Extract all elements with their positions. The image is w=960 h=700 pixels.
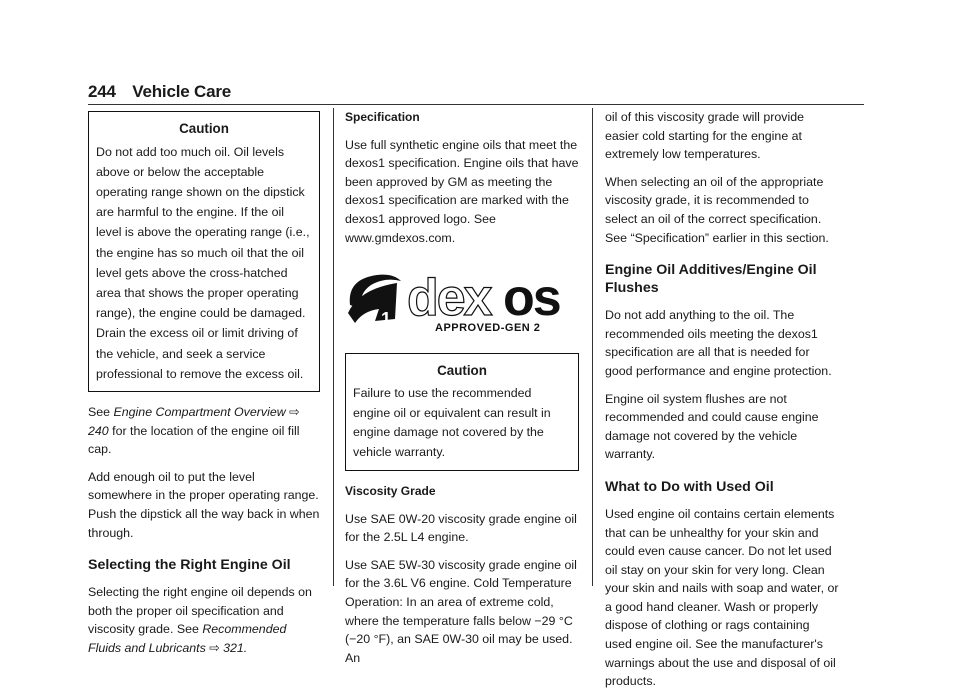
column-2 [345, 108, 579, 676]
cross-reference-page[interactable]: 240 [88, 423, 109, 438]
page-reference-icon: ⇨ [209, 640, 220, 655]
cross-reference-link[interactable]: Recommended Fluids and Lubricants [88, 622, 287, 655]
column-divider [333, 108, 334, 586]
add-oil-paragraph: Add enough oil to put the level somewhere in the proper operating range. Push the dipstick all the way back in when through. [88, 469, 320, 540]
logo-number-text: 1 [381, 309, 392, 330]
caution-body: Do not add too much oil. Oil levels above or below the acceptable operating range shown on the dipstick are harmful to the engine. If the oil level is above the operating range (i.e., the engine has so much oil that the oil level gets above the cross-hatched area that shows the proper operating range), the engine could be damaged. Drain the excess oil or limit driving of the vehicle, and seek a service professional to remove the excess oil. [96, 144, 310, 381]
caution-box [88, 111, 320, 392]
section-heading: Engine Oil Additives/Engine Oil Flushes [605, 262, 817, 297]
caution-title: Caution [179, 121, 229, 136]
section-title: Vehicle Care [132, 82, 232, 101]
subheading: Specification [345, 110, 420, 124]
dexos-logo [345, 269, 579, 333]
spec-paragraph: Use full synthetic engine oils that meet the dexos1 specification. Engine oils that have been approved by GM as meeting the dexos1 specification are marked with the dexos1 approved logo. See www.gmdexos.com. [345, 137, 579, 245]
column-divider [592, 108, 593, 586]
cross-reference-link[interactable]: Engine Compartment Overview [113, 405, 286, 420]
subheading: Viscosity Grade [345, 483, 436, 498]
column-3 [605, 108, 839, 700]
page-header [88, 82, 231, 102]
selecting-text: Selecting the right engine oil depends on both the proper oil specification and viscosity grade. See [88, 585, 312, 637]
body-paragraph: Engine oil system flushes are not recommended and could cause engine damage not covered by the vehicle warranty. [605, 391, 819, 462]
body-paragraph: When selecting an oil of the appropriate viscosity grade, it is recommended to select an oil of the correct specification. See “Specification” earlier in this section. [605, 174, 829, 245]
body-paragraph: Used engine oil contains certain elements that can be unhealthy for your skin and could even cause cancer. Do not let used oil stay on your skin for very long. Clean your skin and nails with soap and water, or a good hand cleaner. Wash or properly dispose of clothing or rags containing used engine oil. See the manufacturer's warnings about the use and disposal of oil products. [605, 506, 839, 689]
viscosity-paragraph: Use SAE 5W-30 viscosity grade engine oil for the 3.6L V6 engine. Cold Temperature Operation: In an area of extreme cold, where the temperature falls below −29 °C (−20 °F), an SAE 0W-30 oil may be used. An [345, 557, 577, 665]
caution-body: Failure to use the recommended engine oil or equivalent can result in engine damage not covered by the vehicle warranty. [353, 385, 551, 460]
viscosity-paragraph: Use SAE 0W-20 viscosity grade engine oil for the 2.5L L4 engine. [345, 511, 577, 545]
selecting-paragraph [88, 583, 320, 657]
page-reference-icon: ⇨ [289, 405, 300, 420]
caution-title: Caution [437, 363, 487, 379]
logo-dex-text: dex [407, 269, 491, 328]
see-prefix: See [88, 405, 111, 420]
body-paragraph: oil of this viscosity grade will provide easier cold starting for the engine at extremely low temperatures. [605, 110, 805, 162]
section-heading: What to Do with Used Oil [605, 478, 774, 495]
see-reference-paragraph [88, 403, 320, 459]
body-paragraph: Do not add anything to the oil. The recommended oils meeting the dexos1 specification are all that is needed for good performance and engine protection. [605, 308, 832, 378]
see-suffix: for the location of the engine oil fill cap. [88, 423, 300, 457]
logo-gen-text: APPROVED-GEN 2 [435, 322, 541, 335]
header-divider [88, 104, 864, 105]
cross-reference-page[interactable]: 321. [223, 640, 248, 655]
caution-box [345, 353, 579, 471]
logo-os-text: os [503, 269, 560, 328]
column-1 [88, 108, 320, 667]
section-heading: Selecting the Right Engine Oil [88, 557, 291, 574]
page-number: 244 [88, 82, 116, 101]
